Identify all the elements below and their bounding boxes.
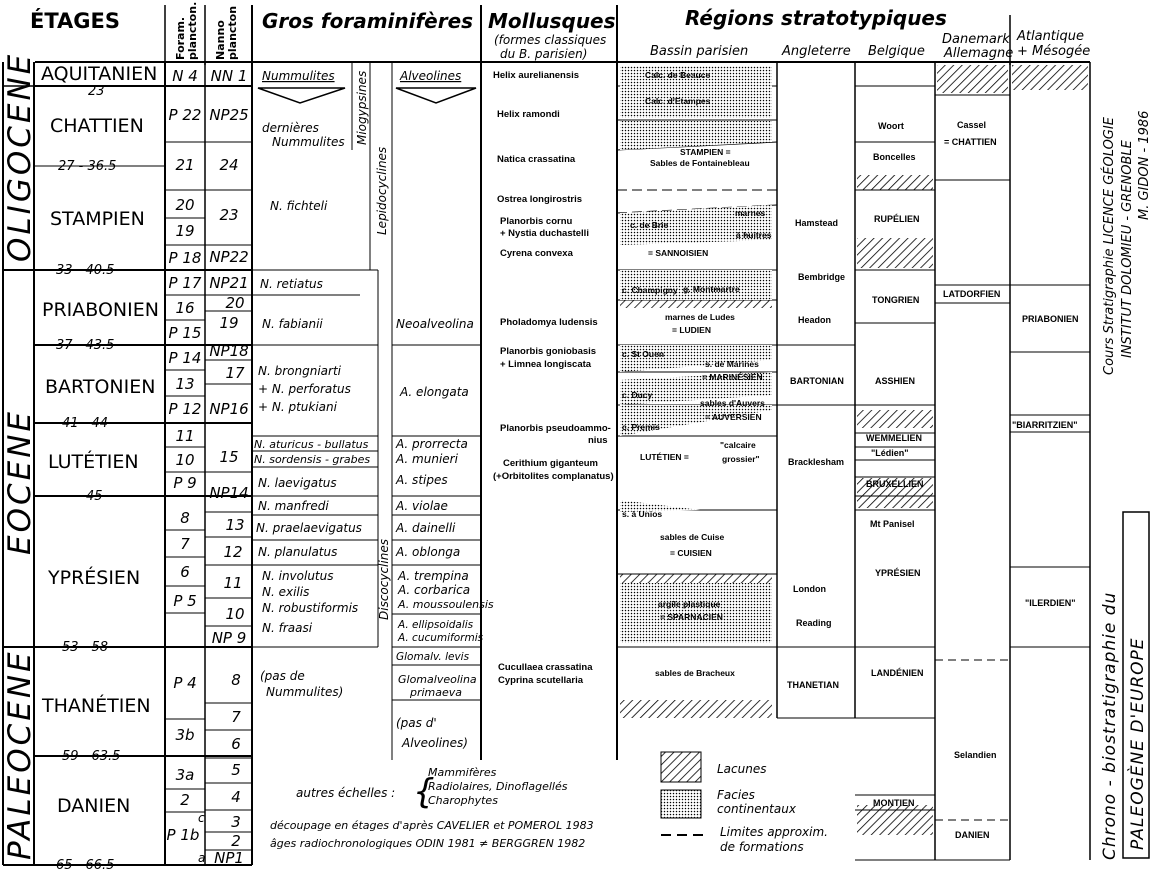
reg-boncelles: Boncelles bbox=[873, 152, 916, 162]
munieri: A. munieri bbox=[396, 452, 458, 466]
legend-ages-radio: âges radiochronologiques ODIN 1981 ≠ BERGGREN 1982 bbox=[270, 837, 586, 850]
bassin-header: Bassin parisien bbox=[650, 44, 749, 59]
cucumiformis: A. cucumiformis bbox=[398, 632, 484, 644]
foram-16: 16 bbox=[175, 299, 195, 317]
moll-aurelianensis: Helix aurelianensis bbox=[493, 70, 580, 81]
neoalveolina: Neoalveolina bbox=[396, 317, 474, 331]
nanno-2: 2 bbox=[231, 832, 241, 850]
belgique-header: Belgique bbox=[868, 44, 925, 59]
brongniarti-3: + N. ptukiani bbox=[258, 400, 337, 414]
foram-3a: 3a bbox=[175, 766, 195, 784]
bas-argile-1: argile plastique bbox=[658, 599, 721, 609]
bas-ducy: c. Ducy bbox=[622, 390, 653, 400]
glomalveolina-1: Glomalveolina bbox=[398, 673, 477, 686]
stage-bartonien: BARTONIEN bbox=[45, 376, 156, 398]
nanno-header-line1: Nanno bbox=[214, 20, 227, 60]
bas-ludes-1: marnes de Ludes bbox=[665, 312, 735, 322]
sordensis: N. sordensis - grabes bbox=[254, 453, 371, 466]
laevigatus: N. laevigatus bbox=[258, 476, 337, 490]
bas-bracheux: sables de Bracheux bbox=[655, 668, 735, 678]
pas-d-alveolines-1: (pas d' bbox=[396, 716, 437, 730]
moll-giganteum-2: (+Orbitolites complanatus) bbox=[493, 471, 614, 482]
reg-latdorfien: LATDORFIEN bbox=[943, 289, 1001, 299]
reg-ledien: "Lédien" bbox=[871, 448, 909, 458]
reg-montien: MONTIEN bbox=[873, 798, 915, 808]
moll-ramondi: Helix ramondi bbox=[497, 109, 560, 120]
stage-thanetien: THANÉTIEN bbox=[42, 695, 151, 717]
foram-13: 13 bbox=[175, 375, 195, 393]
bas-calcaire-2: grossier" bbox=[722, 454, 760, 464]
danemark-header-2: Allemagne bbox=[944, 46, 1014, 61]
regions-header: Régions stratotypiques bbox=[685, 6, 947, 30]
glomalveolina-2: primaeva bbox=[410, 686, 463, 699]
legend-limites-2: de formations bbox=[720, 840, 804, 854]
legend-limites-1: Limites approxim. bbox=[720, 825, 828, 839]
nanno-7: 7 bbox=[231, 708, 241, 726]
corbarica: A. corbarica bbox=[398, 583, 471, 597]
mollusques-header: Mollusques bbox=[488, 9, 616, 33]
foram-p12: P 12 bbox=[168, 400, 202, 418]
retiatus: N. retiatus bbox=[260, 277, 323, 291]
gros-foram-labels bbox=[254, 69, 494, 750]
bas-lutetien: LUTÉTIEN = bbox=[640, 452, 689, 462]
bas-auvers-2: = AUVERSIEN bbox=[705, 412, 762, 422]
violae: A. violae bbox=[396, 499, 448, 513]
age-33: 33 - 40.5 bbox=[56, 263, 115, 278]
bas-premis: c. Premis bbox=[622, 422, 660, 432]
side-title bbox=[1100, 111, 1152, 860]
mollusques-labels bbox=[493, 70, 614, 686]
foram-subzone-c: c bbox=[198, 811, 205, 825]
foram-7: 7 bbox=[180, 535, 190, 553]
foram-11: 11 bbox=[175, 427, 195, 445]
age-23: 23 bbox=[88, 84, 105, 99]
bas-champigny: c. Champigny bbox=[622, 285, 678, 295]
stage-chattien: CHATTIEN bbox=[50, 115, 144, 137]
reg-thanetian: THANETIAN bbox=[787, 680, 839, 690]
reg-woort: Woort bbox=[878, 121, 904, 131]
moll-longirostris: Ostrea longirostris bbox=[497, 194, 582, 205]
side-gidon: M. GIDON - 1986 bbox=[1137, 110, 1152, 220]
moll-cornu-1: Planorbis cornu bbox=[500, 216, 573, 227]
stage-priabonien: PRIABONIEN bbox=[42, 299, 159, 321]
bas-marines-2: = MARINÉSIEN bbox=[702, 372, 763, 382]
era-eocene: EOCENE bbox=[2, 409, 38, 555]
dernieres-nummulites-1: dernières bbox=[262, 121, 319, 135]
foram-19: 19 bbox=[175, 222, 195, 240]
nanno-zone-labels bbox=[209, 67, 248, 867]
nanno-15: 15 bbox=[219, 448, 239, 466]
foram-plancton-header bbox=[174, 2, 199, 60]
moll-cucullaea-1: Cucullaea crassatina bbox=[498, 662, 593, 673]
stage-lutetien: LUTÉTIEN bbox=[48, 451, 139, 473]
bas-cuise-1: sables de Cuise bbox=[660, 532, 725, 542]
moll-cucullaea-2: Cyprina scutellaria bbox=[498, 675, 584, 686]
praelaevigatus: N. praelaevigatus bbox=[256, 521, 362, 535]
nanno-6: 6 bbox=[231, 735, 241, 753]
nanno-11: 11 bbox=[223, 574, 243, 592]
nanno-np16: NP16 bbox=[209, 400, 249, 418]
foram-p1b: P 1b bbox=[166, 826, 200, 844]
fraasi: N. fraasi bbox=[262, 621, 313, 635]
nanno-5: 5 bbox=[231, 761, 241, 779]
brongniarti-1: N. brongniarti bbox=[258, 364, 341, 378]
moll-pseudoammonius-1: Planorbis pseudoammo- bbox=[500, 423, 611, 434]
legend bbox=[270, 762, 828, 854]
foram-21: 21 bbox=[175, 156, 195, 174]
age-45: 45 bbox=[86, 489, 103, 504]
trempina: A. trempina bbox=[398, 569, 469, 583]
side-paleogene: PALEOGÈNE D'EUROPE bbox=[1128, 637, 1148, 850]
foram-header-line1: Foram. bbox=[174, 16, 187, 60]
pas-d-alveolines-2: Alveolines) bbox=[402, 736, 468, 750]
gros-foram-header: Gros foraminifères bbox=[262, 9, 474, 33]
bas-cuise-2: = CUISIEN bbox=[670, 548, 712, 558]
foram-p4: P 4 bbox=[173, 674, 197, 692]
era-oligocene: OLIGOCENE bbox=[2, 51, 38, 262]
reg-priabonien: PRIABONIEN bbox=[1022, 314, 1079, 324]
foram-20: 20 bbox=[175, 196, 195, 214]
moll-giganteum-1: Cerithium giganteum bbox=[503, 458, 599, 469]
nanno-24: 24 bbox=[219, 156, 239, 174]
discocyclines-label: Discocyclines bbox=[377, 539, 391, 620]
nanno-np18: NP18 bbox=[209, 342, 249, 360]
nanno-np14: NP14 bbox=[209, 484, 249, 502]
bas-montmartre: g. Montmartre bbox=[683, 284, 740, 294]
bas-marnes-1: marnes bbox=[735, 208, 766, 218]
bas-brie: c. de Brie bbox=[630, 220, 669, 230]
bas-stampien-2: Sables de Fontainebleau bbox=[650, 158, 750, 168]
bas-stampien-1: STAMPIEN = bbox=[680, 147, 731, 157]
moll-goniobasis-2: + Limnea longiscata bbox=[500, 359, 592, 370]
foram-p9: P 9 bbox=[173, 474, 197, 492]
reg-ilerdien: "ILERDIEN" bbox=[1025, 598, 1076, 608]
reg-hamstead: Hamstead bbox=[795, 218, 839, 228]
nanno-nn1: NN 1 bbox=[210, 67, 248, 85]
reg-wemmelien: WEMMELIEN bbox=[866, 433, 922, 443]
stage-ypresien: YPRÉSIEN bbox=[48, 567, 141, 589]
foram-p15: P 15 bbox=[168, 324, 202, 342]
bas-sannoisien: = SANNOISIEN bbox=[648, 248, 709, 258]
oblonga: A. oblonga bbox=[396, 545, 461, 559]
reg-cassel-2: = CHATTIEN bbox=[944, 137, 997, 147]
planulatus: N. planulatus bbox=[258, 545, 338, 559]
foram-p18: P 18 bbox=[168, 249, 202, 267]
aturicus: N. aturicus - bullatus bbox=[254, 438, 369, 451]
atlantique-header-2: + Mésogée bbox=[1017, 44, 1091, 59]
nanno-23: 23 bbox=[219, 206, 239, 224]
nanno-np22: NP22 bbox=[209, 248, 249, 266]
nanno-np25: NP25 bbox=[209, 106, 249, 124]
nanno-19: 19 bbox=[219, 314, 239, 332]
moll-goniobasis-1: Planorbis goniobasis bbox=[500, 346, 597, 357]
ellipsoidalis: A. ellipsoidalis bbox=[398, 619, 474, 631]
nanno-np9: NP 9 bbox=[211, 629, 247, 647]
elongata: A. elongata bbox=[400, 385, 469, 399]
reg-landenien: LANDÉNIEN bbox=[871, 668, 924, 678]
exilis: N. exilis bbox=[262, 585, 310, 599]
angleterre-header: Angleterre bbox=[782, 44, 851, 59]
legend-decoupage: découpage en étages d'après CAVELIER et POMEROL 1983 bbox=[270, 819, 594, 832]
alveolines-label: Alveolines bbox=[400, 69, 462, 83]
foram-3b: 3b bbox=[175, 726, 195, 744]
prorrecta: A. prorrecta bbox=[396, 437, 468, 451]
miogypsines-label: Miogypsines bbox=[355, 70, 369, 145]
reg-panisel: Mt Panisel bbox=[870, 519, 915, 529]
moll-cyrena: Cyrena convexa bbox=[500, 248, 573, 259]
nummulites-label: Nummulites bbox=[262, 69, 335, 83]
reg-bruxellien: BRUXELLIEN bbox=[866, 479, 924, 489]
reg-headon: Headon bbox=[798, 315, 832, 325]
lepidocyclines-label: Lepidocyclines bbox=[375, 146, 389, 235]
robustiformis: N. robustiformis bbox=[262, 601, 359, 615]
nanno-np1: NP1 bbox=[214, 849, 244, 867]
nanno-13: 13 bbox=[225, 516, 245, 534]
age-53: 53 - 58 bbox=[62, 640, 109, 655]
nanno-plancton-header bbox=[214, 6, 239, 60]
foram-p22: P 22 bbox=[168, 106, 202, 124]
reg-ypresien: YPRÉSIEN bbox=[875, 568, 921, 578]
age-27: 27 - 36.5 bbox=[58, 159, 117, 174]
foram-10: 10 bbox=[175, 451, 195, 469]
dainelli: A. dainelli bbox=[396, 521, 456, 535]
legend-brace: { bbox=[413, 772, 435, 812]
nanno-3: 3 bbox=[231, 813, 241, 831]
moll-crassatina: Natica crassatina bbox=[497, 154, 576, 165]
stipes: A. stipes bbox=[396, 473, 448, 487]
foram-zone-labels bbox=[167, 67, 202, 844]
involutus: N. involutus bbox=[262, 569, 334, 583]
pas-de-nummulites-2: Nummulites) bbox=[266, 685, 344, 699]
stage-stampien: STAMPIEN bbox=[50, 208, 145, 230]
brongniarti-2: + N. perforatus bbox=[258, 382, 351, 396]
stage-aquitanien: AQUITANIEN bbox=[41, 63, 158, 85]
moll-pseudoammonius-2: nius bbox=[588, 435, 608, 446]
reg-bartonian: BARTONIAN bbox=[790, 376, 844, 386]
reg-cassel-1: Cassel bbox=[957, 120, 987, 130]
moussoulensis: A. moussoulensis bbox=[398, 598, 494, 611]
age-59: 59 - 63.5 bbox=[62, 749, 121, 764]
moll-cornu-2: + Nystia duchastelli bbox=[500, 228, 589, 239]
foram-p17: P 17 bbox=[168, 274, 202, 292]
fichteli: N. fichteli bbox=[270, 199, 328, 213]
side-chrono: Chrono - biostratigraphie du bbox=[1100, 591, 1120, 860]
foram-6: 6 bbox=[180, 563, 190, 581]
nanno-8: 8 bbox=[231, 671, 241, 689]
nanno-10: 10 bbox=[225, 605, 245, 623]
reg-rupelien: RUPÉLIEN bbox=[874, 214, 920, 224]
legend-mammiferes: Mammifères bbox=[428, 766, 497, 779]
foram-2: 2 bbox=[180, 791, 190, 809]
foram-header-line2: plancton. bbox=[186, 1, 199, 60]
foram-p5: P 5 bbox=[173, 592, 197, 610]
foram-p14: P 14 bbox=[168, 349, 202, 367]
reg-london: London bbox=[793, 584, 826, 594]
bas-auvers-1: sables d'Auvers bbox=[700, 398, 765, 408]
legend-facies-1: Facies bbox=[717, 788, 755, 802]
legend-radiolaires: Radiolaires, Dinoflagellés bbox=[428, 780, 568, 793]
bas-ludes-2: = LUDIEN bbox=[672, 325, 711, 335]
pas-de-nummulites-1: (pas de bbox=[260, 669, 305, 683]
age-65: 65 - 66.5 bbox=[56, 858, 115, 873]
foram-8: 8 bbox=[180, 509, 190, 527]
reg-danien: DANIEN bbox=[955, 830, 990, 840]
legend-lacunes: Lacunes bbox=[717, 762, 767, 776]
nanno-header-line2: plancton bbox=[226, 5, 239, 60]
reg-selandien: Selandien bbox=[954, 750, 997, 760]
manfredi: N. manfredi bbox=[258, 499, 329, 513]
nanno-4: 4 bbox=[231, 788, 241, 806]
bas-etampes: Calc. d'Etampes bbox=[645, 96, 711, 106]
bas-beauce: Calc. de Beauce bbox=[645, 70, 711, 80]
bas-stouen: c. St Ouen bbox=[622, 349, 665, 359]
reg-tongrien: TONGRIEN bbox=[872, 295, 920, 305]
fabianii: N. fabianii bbox=[262, 317, 323, 331]
nanno-17: 17 bbox=[225, 364, 245, 382]
mollusques-subheader-2: du B. parisien) bbox=[500, 47, 588, 61]
age-41: 41 - 44 bbox=[62, 416, 109, 431]
moll-ludensis: Pholadomya ludensis bbox=[500, 317, 598, 328]
bas-marines-1: s. de Marines bbox=[705, 359, 759, 369]
glomalv-levis: Glomalv. levis bbox=[396, 651, 470, 663]
reg-reading: Reading bbox=[796, 618, 832, 628]
legend-facies-2: continentaux bbox=[717, 802, 796, 816]
reg-biarritzien: "BIARRITZIEN" bbox=[1012, 420, 1078, 430]
bas-calcaire-1: "calcaire bbox=[720, 440, 756, 450]
foram-n4: N 4 bbox=[172, 67, 198, 85]
side-cours: Cours Stratigraphie LICENCE GÉOLOGIE bbox=[1102, 117, 1117, 375]
foram-subzone-a: a bbox=[198, 851, 206, 865]
danemark-header-1: Danemark bbox=[942, 32, 1010, 47]
era-paleocene: PALEOCENE bbox=[2, 649, 38, 860]
bas-marnes-2: à huîtres bbox=[736, 230, 772, 240]
reg-bembridge: Bembridge bbox=[798, 272, 846, 282]
age-37: 37 - 43.5 bbox=[56, 338, 115, 353]
stage-danien: DANIEN bbox=[57, 795, 131, 817]
legend-charophytes: Charophytes bbox=[428, 794, 498, 807]
dernieres-nummulites-2: Nummulites bbox=[272, 135, 345, 149]
bas-argile-2: = SPARNACIEN bbox=[660, 612, 723, 622]
side-institut: INSTITUT DOLOMIEU - GRENOBLE bbox=[1120, 140, 1135, 358]
nanno-np21: NP21 bbox=[209, 274, 249, 292]
legend-autres: autres échelles : bbox=[296, 786, 396, 800]
nanno-20: 20 bbox=[225, 294, 245, 312]
reg-bracklesham: Bracklesham bbox=[788, 457, 845, 467]
etages-header: ÉTAGES bbox=[30, 9, 120, 33]
reg-asschien: ASSHIEN bbox=[875, 376, 916, 386]
lacune-and-facies-fills bbox=[620, 65, 1088, 835]
mollusques-subheader-1: (formes classiques bbox=[494, 33, 607, 47]
atlantique-header-1: Atlantique bbox=[1017, 29, 1085, 44]
grid-lines bbox=[3, 5, 1090, 865]
bas-unios: s. à Unios bbox=[622, 509, 663, 519]
nanno-12: 12 bbox=[223, 543, 243, 561]
